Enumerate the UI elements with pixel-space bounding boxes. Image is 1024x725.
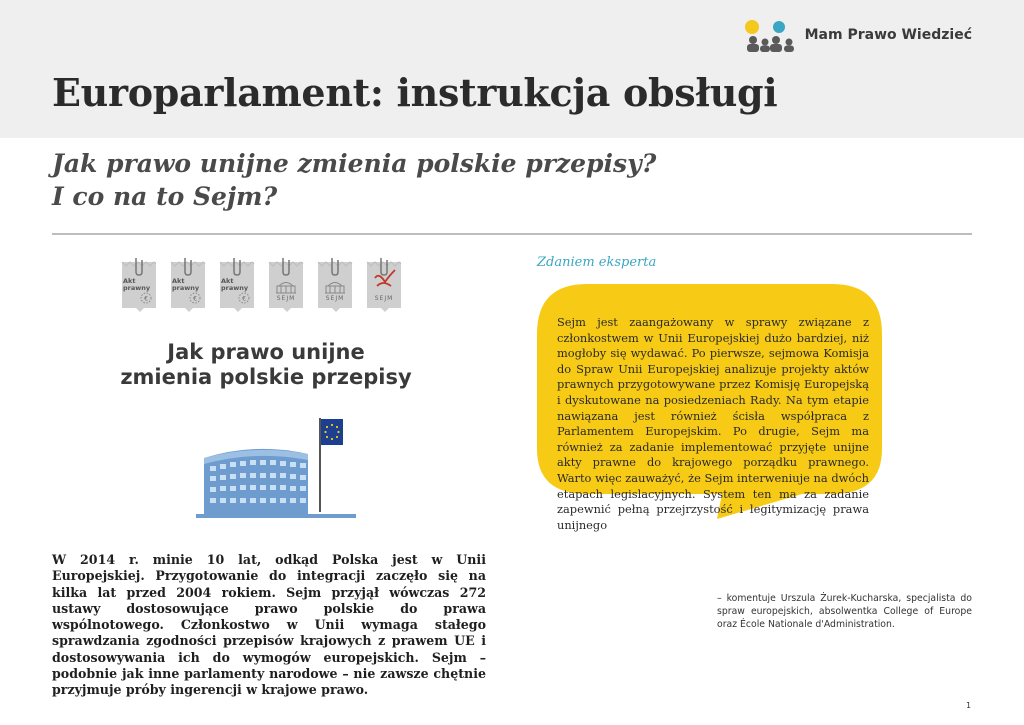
subtitle-line-1: Jak prawo unijne zmienia polskie przepisy? — [52, 149, 657, 178]
sejm-document — [267, 256, 305, 312]
document-icon — [316, 256, 354, 312]
people-logo-icon — [743, 18, 799, 52]
brand-name: Mam Prawo Wiedzieć — [804, 27, 972, 43]
legal-act-document — [120, 256, 158, 312]
document-label: SEJM — [374, 295, 394, 302]
intro-paragraph: W 2014 r. minie 10 lat, odkąd Polska jest w Unii Europejskiej. Przygotowanie do integracji zaczęło się na kilka lat przed 2004 rokiem. Sejm przyjął wówczas 272 ustawy dostosowujące prawo polskie do prawa wspólnotowego. Członkostwo w Unii wymaga stałego sprawdzania zgodności przepisów krajowych z prawem UE i dostosowywania ich do wymogów europejskich. Sejm – podobnie jak inne parlamenty narodowe – nie zawsze chętnie przyjmuje próby ingerencji w krajowe prawo. — [52, 552, 486, 698]
page-subtitle — [52, 147, 656, 213]
brand-logo[interactable] — [743, 18, 972, 52]
european-parliament-building-icon — [196, 414, 356, 522]
svg-text:€: € — [242, 295, 246, 303]
document-label: Akt prawny — [123, 277, 151, 292]
document-label: Akt prawny — [221, 277, 249, 292]
sejm-document — [365, 256, 403, 312]
document-label: Akt prawny — [172, 277, 200, 292]
legal-act-document — [169, 256, 207, 312]
document-sequence — [120, 256, 403, 312]
eu-flag-icon — [321, 419, 343, 445]
svg-text:€: € — [193, 295, 197, 303]
document-icon — [365, 256, 403, 312]
page-title: Europarlament: instrukcja obsługi — [52, 70, 778, 115]
document-icon — [267, 256, 305, 312]
page-number: 1 — [966, 701, 972, 710]
infographic-title-line-2: zmienia polskie przepisy — [120, 365, 412, 389]
document-label: SEJM — [325, 295, 345, 302]
sejm-document — [316, 256, 354, 312]
subtitle-line-2: I co na to Sejm? — [52, 182, 278, 211]
section-divider — [52, 233, 972, 235]
expert-section-label: Zdaniem eksperta — [537, 255, 657, 270]
svg-text:€: € — [144, 295, 148, 303]
expert-quote: Sejm jest zaangażowany w sprawy związane z członkostwem w Unii Europejskiej dużo bardziej, niż mogłoby się wydawać. Po pierwsze, sejmowa Komisja do Spraw Unii Europejskiej analizuje projekty aktów prawnych przygotowywane przez Komisję Europejską i dyskutowane na posiedzeniach Rady. Na tym etapie nawiązana jest również ścisła współpraca z Parlamentem Europejskim. Po drugie, Sejm ma również za zadanie implementować przyjęte unijne akty prawne do krajowego porządku prawnego. Warto więc zauważyć, że Sejm interweniuje na dwóch etapach legislacyjnych. System ten ma za zadanie zapewnić pełną przejrzystość i legitymizację prawa unijnego — [557, 315, 869, 532]
expert-attribution: – komentuje Urszula Żurek-Kucharska, specjalista do spraw europejskich, absolwentka College of Europe oraz École Nationale d'Administration. — [717, 593, 972, 630]
legal-act-document — [218, 256, 256, 312]
infographic-title — [96, 340, 436, 390]
document-label: SEJM — [276, 295, 296, 302]
infographic-title-line-1: Jak prawo unijne — [167, 340, 365, 364]
